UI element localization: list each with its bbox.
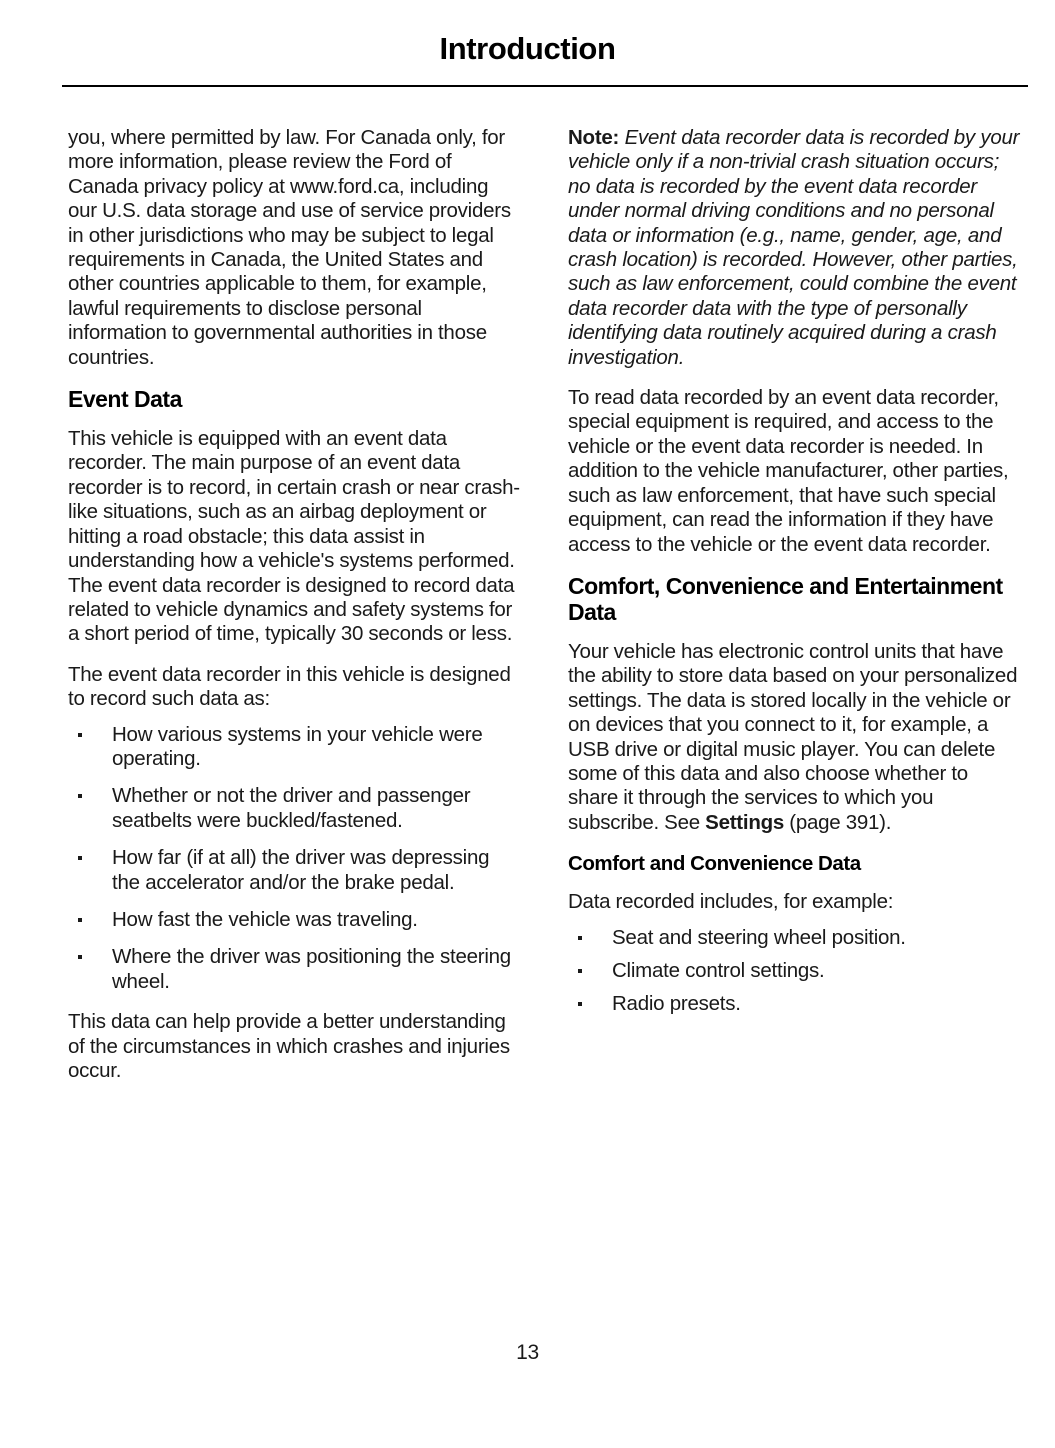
- list-item-label: How fast the vehicle was traveling.: [112, 907, 418, 931]
- page-footer: [0, 1341, 1055, 1365]
- list-item-label: Climate control settings.: [612, 958, 825, 982]
- page-header: [0, 32, 1055, 66]
- note-label: Note:: [568, 126, 620, 149]
- heading-event-data: Event Data: [68, 386, 182, 413]
- list-item: [68, 945, 520, 994]
- recorded-intro-paragraph: Data recorded includes, for example:: [568, 890, 894, 914]
- bullet-dot-icon: [78, 918, 82, 922]
- bullet-dot-icon: [578, 1002, 582, 1006]
- comfort-data-list: [568, 926, 1020, 1017]
- list-item: [68, 784, 520, 833]
- settings-cross-reference[interactable]: Settings: [705, 810, 785, 834]
- left-column: [68, 126, 520, 1099]
- bullet-dot-icon: [78, 794, 82, 798]
- bullet-dot-icon: [78, 955, 82, 959]
- header-divider: [62, 85, 1028, 87]
- comfort-paragraph: [568, 640, 1020, 835]
- bullet-dot-icon: [578, 969, 582, 973]
- recorded-data-list: [68, 723, 520, 995]
- note-paragraph: [568, 126, 1020, 370]
- right-column: [568, 126, 1020, 1033]
- heading-comfort-convenience-entertainment-data: Comfort, Convenience and Entertainment Data: [568, 572, 1003, 625]
- list-item: [68, 846, 520, 895]
- read-data-paragraph: To read data recorded by an event data recorder, special equipment is required, and access to the vehicle or the event data recorder is needed. In addition to the vehicle manufacturer, other parties, such as law enforcement, that have such special equipment, can read the information if they have access to the vehicle or the event data recorder.: [568, 386, 1009, 556]
- records-intro-paragraph: The event data recorder in this vehicle is designed to record such data as:: [68, 662, 511, 711]
- list-item: [568, 992, 1020, 1016]
- list-item: [568, 926, 1020, 950]
- bullet-dot-icon: [578, 936, 582, 940]
- intro-paragraph: you, where permitted by law. For Canada only, for more information, please review the Ford of Canada privacy policy at www.ford.ca, including our U.S. data storage and use of service providers in other jurisdictions who may be subject to legal requirements in Canada, the United States and other countries applicable to them, for example, lawful requirements to disclose personal information to governmental authorities in those countries.: [68, 126, 511, 369]
- closing-paragraph: This data can help provide a better understanding of the circumstances in which crashes and injuries occur.: [68, 1010, 510, 1082]
- bullet-dot-icon: [78, 733, 82, 737]
- list-item-label: How far (if at all) the driver was depressing the accelerator and/or the brake pedal.: [112, 846, 490, 894]
- list-item-label: Radio presets.: [612, 992, 741, 1016]
- comfort-text-after-xref: (page 391).: [784, 810, 892, 834]
- list-item: [568, 959, 1020, 983]
- page-title: Introduction: [439, 31, 616, 66]
- heading-comfort-convenience-data: Comfort and Convenience Data: [568, 852, 861, 876]
- event-data-paragraph: This vehicle is equipped with an event data recorder. The main purpose of an event data recorder is to record, in certain crash or near crash-like situations, such as an airbag deployment or hitting a road obstacle; this data assist in understanding how a vehicle's systems performed. The event data recorder is designed to record data related to vehicle dynamics and safety systems for a short period of time, typically 30 seconds or less.: [68, 427, 520, 646]
- list-item: [68, 908, 520, 932]
- list-item-label: Where the driver was positioning the steering wheel.: [112, 945, 511, 993]
- note-body: Event data recorder data is recorded by your vehicle only if a non-trivial crash situation occurs; no data is recorded by the event data recorder under normal driving conditions and no personal data or information (e.g., name, gender, age, and crash location) is recorded. However, other parties, such as law enforcement, could combine the event data recorder data with the type of personally identifying data routinely acquired during a crash investigation.: [568, 126, 1020, 369]
- list-item-label: Whether or not the driver and passenger seatbelts were buckled/fastened.: [112, 784, 471, 832]
- list-item-label: How various systems in your vehicle were operating.: [112, 722, 483, 770]
- two-column-body: [68, 126, 1020, 1099]
- list-item: [68, 723, 520, 772]
- page-number: 13: [516, 1341, 539, 1364]
- bullet-dot-icon: [78, 856, 82, 860]
- list-item-label: Seat and steering wheel position.: [612, 925, 906, 949]
- comfort-text-before-xref: Your vehicle has electronic control units that have the ability to store data based on your personalized settings. The data is stored locally in the vehicle or on devices that you connect to it, for example, a USB drive or digital music player. You can delete some of this data and also choose whether to share it through the services to which you subscribe. See: [568, 639, 1018, 834]
